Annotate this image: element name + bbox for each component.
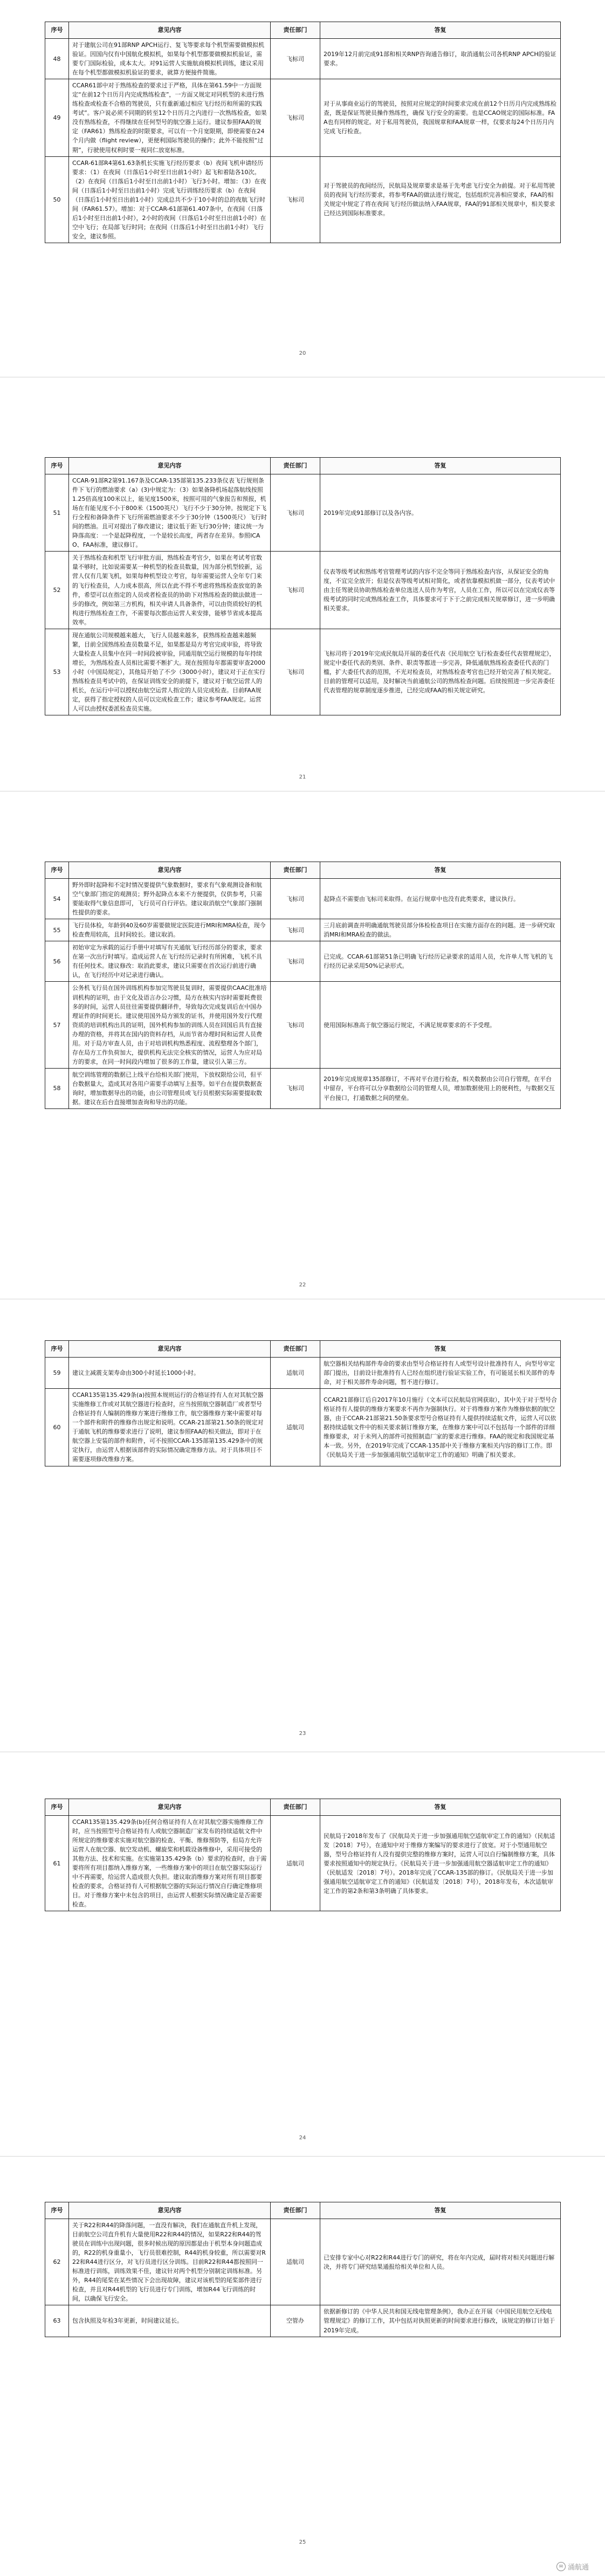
table-row — [45, 1389, 561, 1466]
document-page — [0, 841, 605, 1299]
row-reply: 对于从事商业运行的驾驶员，按照对应规定的时间要求完成在前12个日历月内完成熟练检查，既是保证驾驶员操作熟练性，确保飞行安全的需要。也是CCAO规定的国际标准。FAA也有同样的规定。对于私用驾驶员，我国规章和FAA规章一样，仅要求每24个日历月内完成飞行检查。 — [320, 79, 561, 156]
row-department: 飞标司 — [271, 79, 320, 156]
table-row — [45, 474, 561, 552]
header-dept: 责任部门 — [271, 458, 320, 474]
row-opinion: CCAR-61部R4第61.63条机长实施飞行经历要求（b）夜间飞机申请经历要求：（1）在夜间（日落后1小时至日出前1小时）起飞和着陆各10次。（2）在夜间（日落后1小时至日出前1小时）飞行3小时。增加：（3）在夜间（日落后1小时至日出前1小时）完成飞行训练经历要求（b）在夜间（日落后1小时至日出前1小时）完成总共不少于10小时的总的夜航飞行时间（FAR61.57）。增加：对于CCAR-61部第61.407条中，在夜间（日落后1小时至日出前1小时），2小时的夜间（日落后1小时至日出前1小时）在空中飞行；在局部飞行时同；在夜间（日落后1小时至日出前1小时）飞行安全，建议参照。 — [69, 156, 271, 243]
row-reply: 已安排专家中心对R22和R44进行专门的研究，将在年内完成，届时将对相关问题进行解决，并将专门研究结果通报给相关单位和人员。 — [320, 2219, 561, 2305]
header-reply: 答复 — [320, 1799, 561, 1816]
row-department: 空管办 — [271, 2305, 320, 2337]
row-department: 飞标司 — [271, 552, 320, 629]
row-opinion: CCAR135第135.429条(b)任何合格证持有人在对其航空器实施维修工作时，应当按照型号合格证持有人或航空器制造厂家发布的持续适航文件中所规定的维修要求实施对航空器的检查、平衡、维修预防等，但局方允许运营人在航空器、航空发动机、螺旋桨和机载设备维修中，采用可接受的其他方法、技术和实施。在实施第135.429条（b）要求的检查时，由于需要将所有项目都纳入维修方案，一些维修方案中的项目在航空器实际运行中不再需要，给运营人造成很大负担。建议取消维修方案对所有项目都要检查的要求，合格证持有人可根据航空器的实际运行情况自行确定维修项目。对于维修方案中未包含的项目，由运营人根据实际情况确定是否需要检查。 — [69, 1816, 271, 1911]
row-opinion: 航空训练管理的数据已上线平台给相关部门使用，下放权限给公司，但平台数据量大，造成其对各用户需要手动填写上报等。如平台在提供数据查询时，增加数据导出的功能，由公司管理员或飞行员根据实际需要提取数据。建议在后台直接增加查询和导出的功能。 — [69, 1068, 271, 1108]
row-reply: 民航局于2018年发布了《民航局关于进一步加强通用航空适航审定工作的通知》（民航适发〔2018〕7号），在通知中对于维修方案编写的要求进行了放宽。对于小型通用航空器，型号合格证持有人没有提供完整的维修方案时，运营人可以自行编制维修方案，具体要求按照通知中的规定执行。《民航局关于进一步加强通用航空器适航审定工作的通知》（民航适发〔2018〕7号）。2018年完成了CCAR-135部的修订。《民航局关于进一步加强通用航空适航审定工作的通知》（民航适发〔2018〕7号），2018年发布，本次适航审定工作的第2条和第3条明确了具体要求。 — [320, 1816, 561, 1911]
header-no: 序号 — [45, 458, 69, 474]
header-reply: 答复 — [320, 1341, 561, 1358]
table-row — [45, 2219, 561, 2305]
table-header-row — [45, 2202, 561, 2219]
row-department: 适航司 — [271, 1816, 320, 1911]
page-number: 22 — [299, 1282, 306, 1288]
header-dept: 责任部门 — [271, 2202, 320, 2219]
page-number: 23 — [299, 1731, 306, 1737]
row-opinion: CCAR135第135.429条(a)按照本规则运行的合格证持有人在对其航空器实施维修工作或对其航空器进行检查时，应当按照航空器制造厂或者型号合格证持有人编制的维修方案进行维修工作，航空器维修方案中需要对每一个部件和附件的维修作出规定和说明。CCAR-21部第21.50条的规定对于通航飞机的维修要求进行了说明，建议参照FAA的相关做法，即对于在航空器上安装的部件和附件，可不按照CCAR-135部第135.429条中的规定执行，由运营人根据该部件的实际情况确定维修方法。对于具体项目不需要逐项修改维修方案。 — [69, 1389, 271, 1466]
row-number: 49 — [45, 79, 69, 156]
row-reply: 使用国际标准高于航空器运行规定，不满足规章要求的不予受理。 — [320, 982, 561, 1068]
row-reply: 飞标司将于2019年完成民航局开展的委任代表《民用航空飞行检查委任代表管理规定》，规定中委任代表的类别、条件、职责等都进一步完善，降低通航熟练检查委任代表的门槛，扩大委任代表的范围，不光对检查员，对熟练检查考官也已经开始完善了相关规定。目前的管理可以适用，及时解决当前通航公司的熟练检查问题。后续按照进一步完善委任代表管理的规章制度逐步推进，已经完成FAA的相关规定研究。 — [320, 629, 561, 715]
row-department: 飞标司 — [271, 474, 320, 552]
row-opinion: 关于熟练检查和机型飞行审批方面，熟练检查考官少，如果在考试考官数量不够时，比如说需要某一种机型的检查员数量，因为部分机型较新，运营人仅有几架飞机，如果每种机型设立考官，每年需要运营人全年专门来的飞行检查员，人力成本很高，所以在此不得不考虑将熟练检查放宽的条件，希望可以在指定的人员或者检查员的协助下对熟练检查的做法做进一步的修改，例如第三方机构，相关申请人具备条件，可以由资质较好的机构进行熟练检查工作，不需要每次都由运营人来安排，能够节省成本提高效率。 — [69, 552, 271, 629]
header-opinion: 意见内容 — [69, 2202, 271, 2219]
table-row — [45, 1358, 561, 1389]
row-department: 飞标司 — [271, 919, 320, 941]
row-department: 飞标司 — [271, 941, 320, 982]
table-header-row — [45, 862, 561, 879]
watermark — [556, 2561, 589, 2572]
row-department: 飞标司 — [271, 1068, 320, 1108]
comment-table — [45, 457, 561, 715]
table-row — [45, 1816, 561, 1911]
table-header-row — [45, 1799, 561, 1816]
page-number: 21 — [299, 774, 306, 780]
table-row — [45, 879, 561, 919]
row-reply: 依据新修订的《中华人民共和国无线电管理条例》，我办正在开展《中国民用航空无线电管理规定》的修订工作，其中包括对执照更新的时间要求进行修改，该规定的修订计划于2019年完成。 — [320, 2305, 561, 2337]
row-number: 57 — [45, 982, 69, 1068]
row-reply: 对于驾驶员的夜间经历，民航局及规章要求是基于先考虑飞行安全为前提。对于私用驾驶员的夜间飞行经历要求，将参考FAA的做法进行规定，包括组织完善相应要求，FAA的相关规定中规定了将在夜间飞行经历做法纳入FAA规章，FAA的91部相关规章中，相关要求已经达到国际标准要求。 — [320, 156, 561, 243]
header-dept: 责任部门 — [271, 1799, 320, 1816]
header-no: 序号 — [45, 862, 69, 879]
document-page — [0, 1779, 605, 2157]
row-opinion: 现在通航公司规模越来越大，飞行人员越来越多，获熟练检查越来越频繁，目前全国熟练检查员数量不足，如果都是局方考官完成审验，将导致大量检查人员集中在同一时间段被审验，同通用航空运行规模的每年持续增长，为熟练检查人员相比需要不断扩大。现在按照每年都需要审查2000小时（中国局规定），其他局开始了不少（3000小时），建议对于正在实行熟练检查员考试中的，在保证训练安全的前提下，建议对于航空运营人的机长，在运行中可以授权由航空运营人指定的人员完成检查。目前FAA规定，获得了指定授权的人员可以完成检查工作；建议参考FAA规定。运营人可以由授权委派检查员实施。 — [69, 629, 271, 715]
document-page — [0, 0, 605, 377]
header-no: 序号 — [45, 1341, 69, 1358]
row-reply: 仪表等级考试和熟练考官管理考试的内容不完全等同于熟练检查内容，从保证安全的角度，不宜完全放开；但是仪表等级考试相对简化，或者依靠模拟机做一部分，仪表考试中由主任驾驶员协助熟练检查单位选送人员作为考官，人员在工作，所以可以在完成仪表等级考试的同时完成熟练检查工作，具体要求可于下于之前完成相关规章修订，进一步明确相关要求。 — [320, 552, 561, 629]
header-reply: 答复 — [320, 458, 561, 474]
row-opinion: 野外即时起降和不定时情况要提供气象数据时，要求有气象观测设备和航空气象部门指定的观测员；野外起降点本来不方便提供，仅供参考，只需要能取得气象信息即可，飞行员可自行评估。建议取消航空气象部门强制性提供的要求。 — [69, 879, 271, 919]
row-department: 飞标司 — [271, 629, 320, 715]
table-row — [45, 552, 561, 629]
row-number: 62 — [45, 2219, 69, 2305]
row-reply: CCAR21部修订后自2017年10月施行（文本可以民航局官网获取），其中关于对于型号合格证持有人提供的维修方案要求不再作为强制执行。对于将维修方案作为维修依据的航空器，由于CCAR-21部第21.50条要求型号合格证持有人提供持续适航文件，运营人可以依据持续适航文件中的相关要求制订维修方案，在维修方案中可以不包括每一个部件的详细维修要求，对于未列入的部件可按照制造厂家的要求进行维修。FAA的规定和我国规定基本一致。另外，在2019年完成了CCAR-135部中关于维修方案相关内容的修订工作。即《民航局关于进一步加强通用航空适航审定工作的通知》明确了相关要求。 — [320, 1389, 561, 1466]
row-department: 飞标司 — [271, 879, 320, 919]
row-reply: 2019年完成规章135部修订，不再对平台进行检查，相关数据由公司自行管理，在平台中留存，平台将可以分享数据给公司的管理人员，增加数据使用上的便利性，与数据交互平台接口，打通数据之间的壁垒。 — [320, 1068, 561, 1108]
page-number: 20 — [299, 350, 306, 356]
row-opinion: 对于建航公司在91部RNP APCH运行、复飞等要求每个机型需要做模拟机验证。因国内仅有中国航化模拟机，如果每个机型都要做模拟机验证，需要专门国际检验，成本太大。对91运营人实施航商模拟机训练，建议采用在每个机型都做模拟机验证的要求，就算方便接件简施。 — [69, 39, 271, 79]
header-opinion: 意见内容 — [69, 1799, 271, 1816]
table-row — [45, 156, 561, 243]
table-row — [45, 629, 561, 715]
row-number: 60 — [45, 1389, 69, 1466]
row-opinion: 公务机飞行员在国外训练机构参加完驾驶员复训时，需要提供CAAC批准培训机构的证明，由于文化及语言办公习惯，局方在核实内容时需要耗费很多的时间，运营人员往往需要提供翻译件，导致每次完成复训后在中国办理证件的时间更长。建议使用国外局方颁发的证书，并使用国外发行代理资质的培训机构出具的证明，国外机构参加的训练人员在回国后具有直接办理的资格，并将其在国内的资料存档，从而节省办理时间和运营人员费用。对于局方审查人员，由于对培训机构熟悉程度、流程整理各个部门，存在局方工作负荷加大，提供机构无法完全核实的情况，运营人为应对局方的要求，在同一时间段内增加了很多的工作量，建议引入第三方。 — [69, 982, 271, 1068]
row-number: 56 — [45, 941, 69, 982]
wechat-icon: ✉ — [556, 2562, 566, 2571]
row-department: 适航司 — [271, 1358, 320, 1389]
header-dept: 责任部门 — [271, 1341, 320, 1358]
document-page — [0, 436, 605, 791]
table-header-row — [45, 1341, 561, 1358]
row-opinion: CCAR-91部R2第91.167条及CCAR-135部第135.233条仪表飞行规则条件下飞行的燃油要求（a）(3)中规定为：（3）如果备降机场起落航线按照1.25倍高度100米以上，能见度1500米，按照可用的气象报告和预报，机场在有能见度不小于800米（1500英尺）飞行不少于30分钟。按规定下飞行全程和备降条件下飞行所需燃油要求不少于30分钟（1500英尺）飞行时间的燃油。且可对提出了修改建议；建议低于距飞行30分钟；建议统一为降落高度：一个是起降程度，一个是较长高度，两者存在差异。参照ICAO、FAA标准，建议修订。 — [69, 474, 271, 552]
row-reply: 2019年12月前完成91部和相关RNP咨询通告修订，取消通航公司各机RNP APCH的验证要求。 — [320, 39, 561, 79]
comment-table — [45, 1340, 561, 1466]
comment-table — [45, 862, 561, 1109]
row-reply: 2019年完成91部修订以及各内容。 — [320, 474, 561, 552]
row-number: 48 — [45, 39, 69, 79]
header-opinion: 意见内容 — [69, 22, 271, 39]
document-page — [0, 1321, 605, 1752]
row-reply: 航空器相关结构部件寿命的要求由型号合格证持有人或型号设计批准持有人，向型号审定部门提出，目前设计批准持有人已经在组织进行验证实验工作，有可能延长相关部件的寿命，对于相关部件寿命问题，暂不进行修订。 — [320, 1358, 561, 1389]
header-reply: 答复 — [320, 2202, 561, 2219]
row-department: 适航司 — [271, 1389, 320, 1466]
row-number: 52 — [45, 552, 69, 629]
header-dept: 责任部门 — [271, 862, 320, 879]
row-number: 51 — [45, 474, 69, 552]
comment-table — [45, 2202, 561, 2337]
header-opinion: 意见内容 — [69, 1341, 271, 1358]
table-row — [45, 941, 561, 982]
row-number: 53 — [45, 629, 69, 715]
row-number: 63 — [45, 2305, 69, 2337]
table-row — [45, 919, 561, 941]
header-reply: 答复 — [320, 22, 561, 39]
row-opinion: 初始审定为承载的运行手册中对填写有关通航飞行经历部分的要求，要求在第一次出行时填写。造成运营人在飞行经历记录时有所困难，飞机不具有任何技术。建议修改：取消此要求，建议只需要在首次运行前进行确认，在飞行经历中对记录进行确认。 — [69, 941, 271, 982]
row-department: 飞标司 — [271, 982, 320, 1068]
row-number: 58 — [45, 1068, 69, 1108]
header-no: 序号 — [45, 22, 69, 39]
row-number: 54 — [45, 879, 69, 919]
row-reply: 已完成。CCAR-61部第51条已明确飞行经历记录要求的适用人员，允许单人驾飞机的飞行经历记录采用50%记录形式。 — [320, 941, 561, 982]
row-opinion: CCAR61部中对于熟练检查的要求过于严格，具体在第61.59中一方面规定“在前12个日历月内完成熟练检查”，一方面又规定对同机型的未进行熟练检查或检查不合格的驾驶员，只有重新通过相应飞行经历和所需的实践考试”。客户说必须不同期的转至12个日历月之内进行一次熟练检查，如果没有熟练检查，不得继续在任何型号的航空器上运行。建议参照FAA的规定（FAR61）熟练检查的时限要求，可以有一个月宽限期，即使需要在24个月内做（flight review），更便利国际驾驶员的操作；此外不能按照“过期”，行驶使用权利时要一视同仁放宽标准。 — [69, 79, 271, 156]
header-opinion: 意见内容 — [69, 862, 271, 879]
table-header-row — [45, 458, 561, 474]
header-dept: 责任部门 — [271, 22, 320, 39]
comment-table — [45, 22, 561, 243]
watermark-text: 涌航通 — [567, 2564, 589, 2572]
row-opinion: 建议主减震支架寿命由300小时延长1000小时。 — [69, 1358, 271, 1389]
row-department: 适航司 — [271, 2219, 320, 2305]
row-opinion: 包含执照及年检3年更新，时间建议延长。 — [69, 2305, 271, 2337]
table-header-row — [45, 22, 561, 39]
header-reply: 答复 — [320, 862, 561, 879]
row-number: 59 — [45, 1358, 69, 1389]
page-number: 24 — [299, 2135, 306, 2141]
header-opinion: 意见内容 — [69, 458, 271, 474]
header-no: 序号 — [45, 1799, 69, 1816]
comment-table — [45, 1799, 561, 1911]
row-reply: 三月底前调查并明确通航驾驶员部分体检检查项目在实施方面存在的问题。进一步研究取消MRI和MRA检查的做法。 — [320, 919, 561, 941]
table-row — [45, 982, 561, 1068]
table-row — [45, 2305, 561, 2337]
table-row — [45, 1068, 561, 1108]
row-opinion: 飞行员体检，年龄到40及60岁需要做规定医院进行MRI和MRA检查，现今检查费用较高，且时间较长。建议取消。 — [69, 919, 271, 941]
row-department: 飞标司 — [271, 39, 320, 79]
header-no: 序号 — [45, 2202, 69, 2219]
table-row — [45, 39, 561, 79]
row-opinion: 关于R22和R44的降落问题，一直没有解决，我们在通航直升机上发现，目前航空公司直升机有大量使用R22和R44的情况，如果R22和R44的驾驶员在训练中出现问题，很多时候出现的原因都是由于机型本身问题造成的，R22的机身重量小，飞行员很难控制，R44的机身较重，所以需要对R22和R44进行区分，对飞行员进行区分训练。目前R22和R44都按照同一标准进行训练，训练效果不佳，建议针对两个机型分别制定训练标准。另外，R44的尾桨在某些情况下会出现故障，建议对该机型的尾桨部件进行检查，并且对R44机型的飞行员进行专门训练，增加R44飞行训练的时间，以确保飞行安全。 — [69, 2219, 271, 2305]
page-number: 25 — [299, 2539, 306, 2545]
row-reply: 起降点不需要由飞标司来取得。在运行规章中也没有此类要求，建议执行。 — [320, 879, 561, 919]
row-number: 61 — [45, 1816, 69, 1911]
row-number: 50 — [45, 156, 69, 243]
row-department: 飞标司 — [271, 156, 320, 243]
table-row — [45, 79, 561, 156]
document-page — [0, 2184, 605, 2576]
row-number: 55 — [45, 919, 69, 941]
